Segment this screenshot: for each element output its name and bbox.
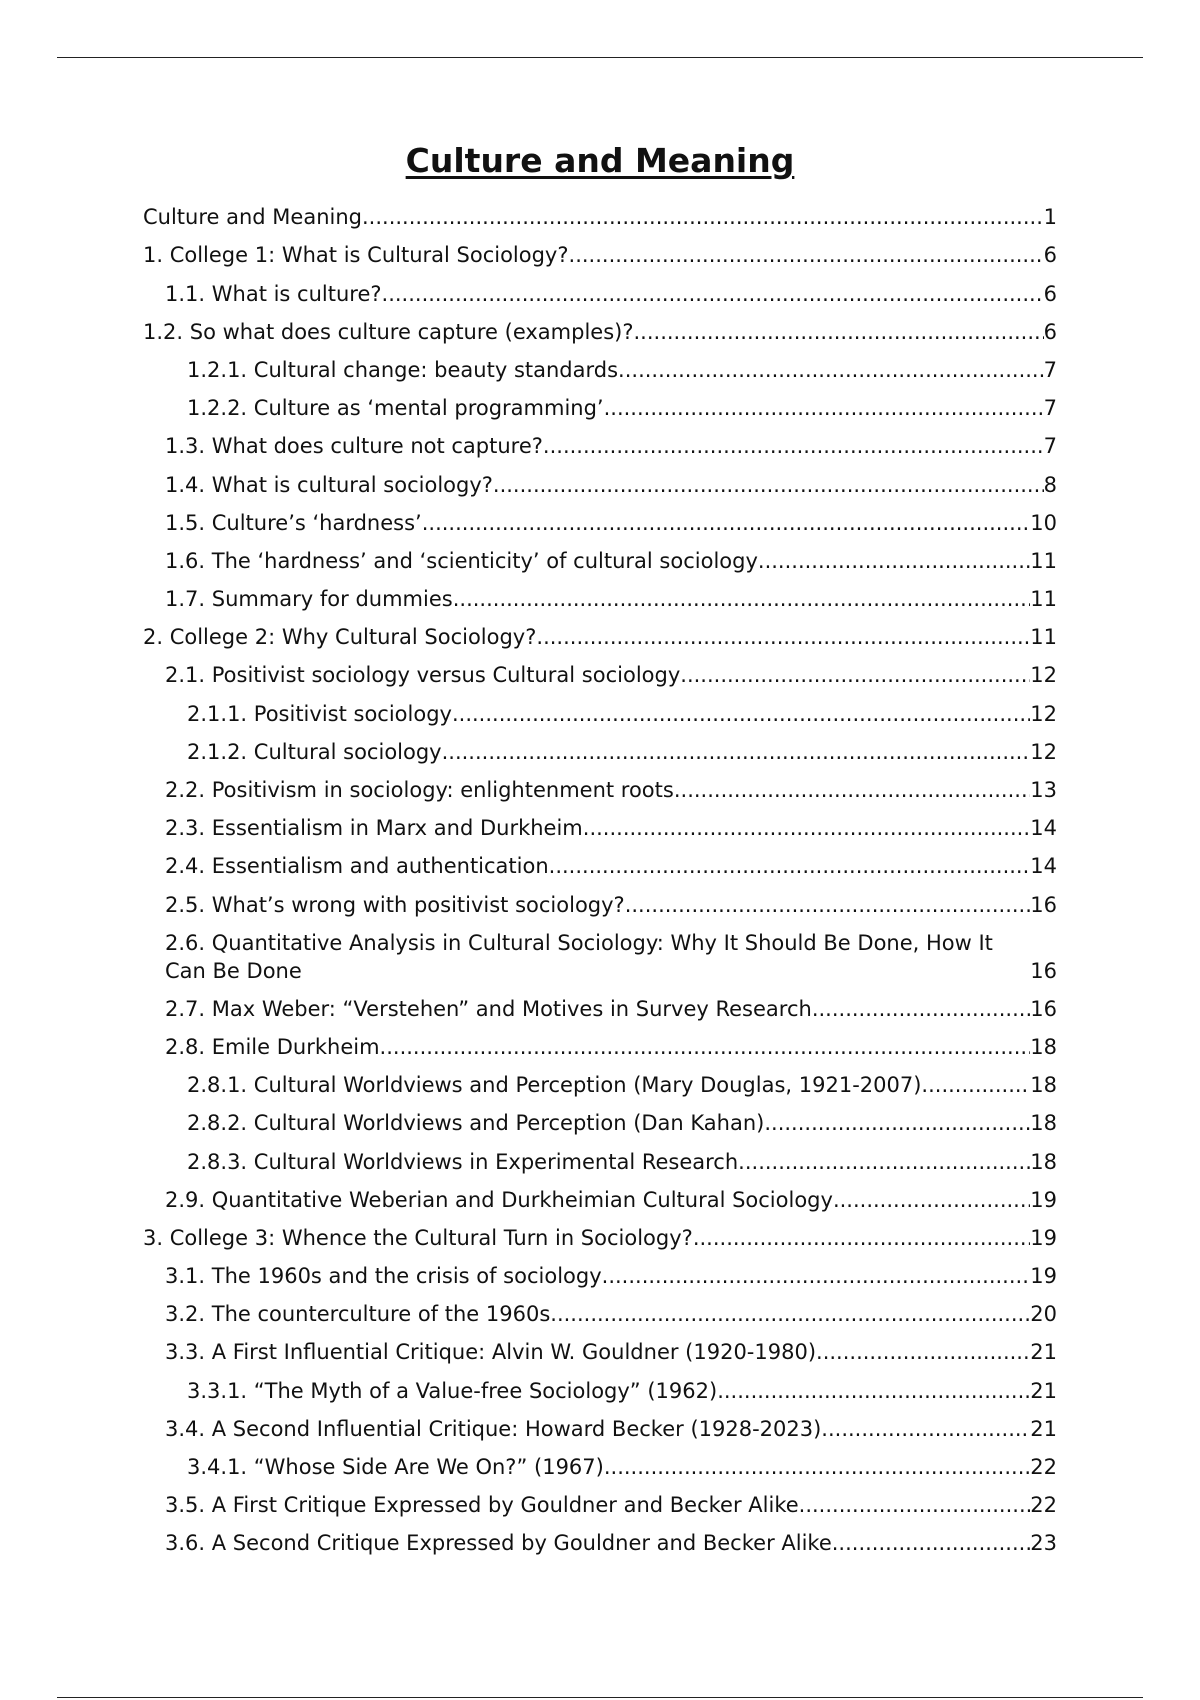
toc-leader (618, 356, 1044, 384)
toc-page-number: 14 (1030, 816, 1057, 841)
toc-leader (493, 471, 1044, 499)
toc-entry[interactable] (143, 922, 1057, 988)
toc-entry[interactable] (143, 1484, 1057, 1522)
toc-entry-text: 2. College 2: Why Cultural Sociology? (143, 625, 537, 650)
toc-entry[interactable] (143, 731, 1057, 769)
toc-entry-text: 1.6. The ‘hardness’ and ‘scienticity’ of cultural sociology (165, 548, 758, 573)
toc-entry[interactable] (143, 502, 1057, 540)
toc-page-number: 23 (1030, 1531, 1057, 1556)
toc-entry[interactable] (143, 988, 1057, 1026)
toc-entry-text: 2.7. Max Weber: “Verstehen” and Motives in Survey Research (165, 996, 812, 1021)
toc-entry-text: 2.2. Positivism in sociology: enlightenment roots (165, 778, 674, 802)
footer-rule (57, 1697, 1143, 1698)
toc-page-number: 19 (1030, 1225, 1057, 1250)
toc-entry[interactable] (143, 1293, 1057, 1331)
toc-entry[interactable] (143, 1446, 1057, 1484)
toc-page-number: 21 (1030, 1340, 1057, 1365)
toc-leader (832, 1529, 1031, 1557)
toc-entry-text: 3.2. The counterculture of the 1960s (165, 1302, 551, 1327)
toc-leader (604, 394, 1044, 422)
toc-entry-text: 2.6. Quantitative Analysis in Cultural Sociology: Why It Should Be Done, How It Can Be Done (165, 930, 993, 983)
toc-leader (625, 891, 1031, 919)
toc-leader (536, 623, 1030, 651)
toc-entry-text: 1. College 1: What is Cultural Sociology? (143, 243, 569, 268)
toc-entry[interactable] (143, 349, 1057, 387)
header-rule (57, 57, 1143, 58)
toc-entry[interactable] (143, 234, 1057, 272)
toc-page-number: 7 (1043, 396, 1057, 421)
toc-page-number: 16 (1030, 958, 1057, 983)
toc-entry-text: 2.5. What’s wrong with positivist sociology? (165, 892, 625, 917)
toc-entry-text: 1.1. What is culture? (165, 281, 382, 306)
toc-entry-text: 2.8.1. Cultural Worldviews and Perception (Mary Douglas, 1921-2007) (187, 1073, 922, 1098)
toc-page-number: 11 (1030, 625, 1057, 650)
toc-entry[interactable] (143, 196, 1057, 234)
toc-entry-text: 1.7. Summary for dummies (165, 587, 453, 612)
toc-leader (816, 1338, 1030, 1366)
toc-page-number: 22 (1030, 1493, 1057, 1518)
toc-page-number: 18 (1030, 1149, 1057, 1174)
toc-entry[interactable] (143, 578, 1057, 616)
toc-leader (442, 738, 1031, 766)
toc-entry-text: 1.2.2. Culture as ‘mental programming’ (187, 396, 604, 421)
toc-entry[interactable] (143, 1408, 1057, 1446)
toc-leader (693, 1224, 1030, 1252)
toc-page-number: 6 (1043, 319, 1057, 344)
toc-entry[interactable] (143, 1369, 1057, 1407)
toc-leader (680, 661, 1030, 689)
toc-entry-text: 1.4. What is cultural sociology? (165, 472, 493, 497)
toc-entry-text: 1.2.1. Cultural change: beauty standards (187, 357, 619, 382)
toc-leader (362, 203, 1044, 231)
toc-leader (758, 547, 1030, 575)
toc-leader (738, 1148, 1030, 1176)
toc-page-number: 16 (1030, 996, 1057, 1021)
toc-leader (602, 1262, 1031, 1290)
toc-page-number: 21 (1030, 1378, 1057, 1403)
toc-entry-text: 2.8.2. Cultural Worldviews and Perception (Dan Kahan) (187, 1111, 765, 1136)
toc-page-number: 12 (1030, 701, 1057, 726)
toc-entry-text: 2.8. Emile Durkheim (165, 1034, 380, 1059)
toc-entry[interactable] (143, 463, 1057, 501)
toc-page-number: 6 (1043, 281, 1057, 306)
toc-entry[interactable] (143, 1140, 1057, 1178)
toc-entry[interactable] (143, 1331, 1057, 1369)
toc-page-number: 18 (1030, 1073, 1057, 1098)
toc-page-number: 12 (1030, 663, 1057, 688)
toc-entry-text: 3. College 3: Whence the Cultural Turn in Sociology? (143, 1225, 693, 1250)
toc-entry[interactable] (143, 1064, 1057, 1102)
toc-page-number: 6 (1043, 243, 1057, 268)
toc-leader (799, 1491, 1031, 1519)
toc-page-number: 14 (1030, 854, 1057, 879)
toc-entry[interactable] (143, 540, 1057, 578)
toc-page-number: 8 (1043, 472, 1057, 497)
toc-leader (382, 280, 1044, 308)
toc-leader (821, 1415, 1030, 1443)
toc-entry-text: 2.3. Essentialism in Marx and Durkheim (165, 816, 583, 841)
toc-entry[interactable] (143, 1179, 1057, 1217)
toc-entry-text: 2.9. Quantitative Weberian and Durkheimian Cultural Sociology (165, 1187, 833, 1212)
toc-entry[interactable] (143, 845, 1057, 883)
toc-entry[interactable] (143, 425, 1057, 463)
toc-entry-text: 3.1. The 1960s and the crisis of sociology (165, 1264, 602, 1289)
toc-entry[interactable] (143, 1522, 1057, 1560)
toc-leader (380, 1033, 1031, 1061)
toc-entry[interactable] (143, 272, 1057, 310)
toc-leader (921, 1071, 1030, 1099)
toc-entry[interactable] (143, 1217, 1057, 1255)
toc-entry-text: 3.3. A First Influential Critique: Alvin W. Gouldner (1920-1980) (165, 1340, 817, 1365)
toc-leader (634, 318, 1044, 346)
toc-entry[interactable] (143, 387, 1057, 425)
toc-page-number: 21 (1030, 1416, 1057, 1441)
toc-page-number: 7 (1043, 357, 1057, 382)
toc-page-number: 13 (1030, 778, 1057, 802)
toc-page-number: 7 (1043, 434, 1057, 459)
toc-page-number: 20 (1030, 1302, 1057, 1327)
toc-entry[interactable] (143, 1255, 1057, 1293)
toc-entry-text: 2.1.1. Positivist sociology (187, 701, 452, 726)
toc-entry[interactable] (143, 654, 1057, 692)
toc-leader (422, 509, 1031, 537)
toc-page-number: 12 (1030, 739, 1057, 764)
toc-entry[interactable] (143, 616, 1057, 654)
toc-page-number: 22 (1030, 1455, 1057, 1479)
toc-leader (812, 995, 1030, 1023)
toc-page-number: 19 (1030, 1264, 1057, 1289)
toc-leader (764, 1109, 1030, 1137)
toc-page-number: 19 (1030, 1187, 1057, 1212)
toc-page-number: 10 (1030, 510, 1057, 535)
toc-entry[interactable] (143, 311, 1057, 349)
toc-entry-text: 2.8.3. Cultural Worldviews in Experimental Research (187, 1149, 739, 1174)
document-title (0, 137, 1200, 185)
toc-leader (569, 241, 1044, 269)
toc-leader (717, 1377, 1030, 1405)
toc-entry[interactable] (143, 692, 1057, 730)
toc-leader (549, 852, 1031, 880)
toc-page-number: 1 (1043, 205, 1057, 230)
toc-entry-text: 3.5. A First Critique Expressed by Gouldner and Becker Alike (165, 1493, 799, 1518)
toc-entry[interactable] (143, 1026, 1057, 1064)
toc-entry-text: 3.3.1. “The Myth of a Value-free Sociology” (1962) (187, 1378, 718, 1403)
toc-leader (453, 585, 1031, 613)
toc-leader (604, 1453, 1030, 1481)
toc-entry-text: 3.4. A Second Influential Critique: Howard Becker (1928-2023) (165, 1416, 822, 1441)
toc-leader (674, 776, 1030, 804)
toc-page-number: 16 (1030, 892, 1057, 917)
toc-entry-text: 2.1.2. Cultural sociology (187, 739, 442, 764)
toc-entry-text: 1.5. Culture’s ‘hardness’ (165, 510, 422, 535)
toc-leader (833, 1186, 1030, 1214)
toc-page-number: 18 (1030, 1034, 1057, 1059)
toc-leader (452, 700, 1030, 728)
toc-entry-text: 3.4.1. “Whose Side Are We On?” (1967) (187, 1455, 604, 1479)
table-of-contents (143, 196, 1057, 1560)
toc-leader (543, 432, 1044, 460)
toc-entry-text: 1.3. What does culture not capture? (165, 434, 543, 459)
toc-page-number: 11 (1030, 587, 1057, 612)
toc-entry-text: 2.4. Essentialism and authentication (165, 854, 549, 879)
toc-leader (583, 814, 1031, 842)
toc-entry[interactable] (143, 807, 1057, 845)
toc-leader (550, 1300, 1030, 1328)
toc-entry-text: 2.1. Positivist sociology versus Cultural sociology (165, 663, 681, 688)
toc-entry-text: 3.6. A Second Critique Expressed by Gouldner and Becker Alike (165, 1531, 832, 1556)
toc-page-number: 11 (1030, 548, 1057, 573)
toc-entry[interactable] (143, 1102, 1057, 1140)
toc-page-number: 18 (1030, 1111, 1057, 1136)
document-title-text: Culture and Meaning (405, 141, 795, 180)
toc-entry-text: Culture and Meaning (143, 205, 362, 230)
toc-entry-text: 1.2. So what does culture capture (examples)? (143, 319, 634, 344)
toc-entry[interactable] (143, 769, 1057, 807)
toc-entry[interactable] (143, 883, 1057, 921)
